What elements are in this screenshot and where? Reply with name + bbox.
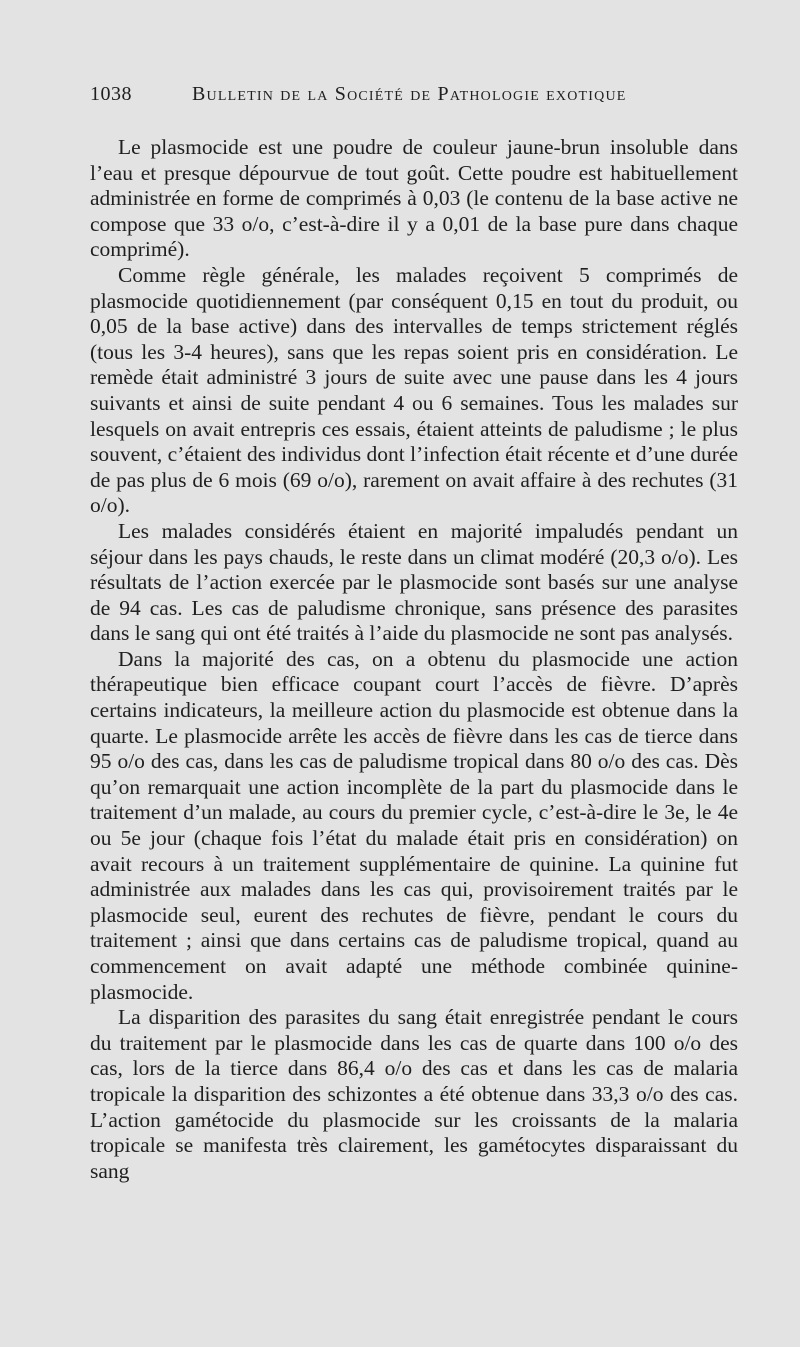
paragraph: La disparition des parasites du sang était enregistrée pendant le cours du traitement par le plasmocide dans les cas de quarte dans 100 o/o des cas, lors de la tierce dans 86,4 o/o des cas et dans les cas de malaria tropicale la disparition des schizontes a été obtenue dans 33,3 o/o des cas. L’action gamétocide du plasmocide sur les croissants de la malaria tropicale se manifesta très clairement, les gamétocytes disparaissant du sang	[90, 1005, 738, 1183]
page-number: 1038	[90, 83, 132, 105]
paragraph: Les malades considérés étaient en majorité impaludés pendant un séjour dans les pays chauds, le reste dans un climat modéré (20,3 o/o). Les résultats de l’action exercée par le plasmocide sont basés sur une analyse de 94 cas. Les cas de paludisme chronique, sans présence des parasites dans le sang qui ont été traités à l’aide du plasmocide ne sont pas analysés.	[90, 518, 738, 646]
paragraph: Comme règle générale, les malades reçoivent 5 comprimés de plasmocide quotidiennement (par conséquent 0,15 en tout du produit, ou 0,05 de la base active) dans des intervalles de temps strictement réglés (tous les 3-4 heures), sans que les repas soient pris en considération. Le remède était administré 3 jours de suite avec une pause dans les 4 jours suivants et ainsi de suite pendant 4 ou 6 semaines. Tous les malades sur lesquels on avait entrepris ces essais, étaient atteints de paludisme ; le plus souvent, c’étaient des individus dont l’infection était récente et d’une durée de pas plus de 6 mois (69 o/o), rarement on avait affaire à des rechutes (31 o/o).	[90, 262, 738, 518]
paragraph: Le plasmocide est une poudre de couleur jaune-brun insoluble dans l’eau et presque dépourvue de tout goût. Cette poudre est habituellement administrée en forme de comprimés à 0,03 (le contenu de la base active ne compose que 33 o/o, c’est-à-dire il y a 0,01 de la base pure dans chaque comprimé).	[90, 135, 738, 262]
running-header	[90, 84, 738, 104]
journal-title: Bulletin de la Société de Pathologie exotique	[192, 83, 627, 105]
paragraph: Dans la majorité des cas, on a obtenu du plasmocide une action thérapeutique bien efficace coupant court l’accès de fièvre. D’après certains indicateurs, la meilleure action du plasmocide est obtenue dans la quarte. Le plasmocide arrête les accès de fièvre dans les cas de tierce dans 95 o/o des cas, dans les cas de paludisme tropical dans 80 o/o des cas. Dès qu’on remarquait une action incomplète de la part du plasmocide dans le traitement d’un malade, au cours du premier cycle, c’est-à-dire le 3e, le 4e ou 5e jour (chaque fois l’état du malade était pris en considération) on avait recours à un traitement supplémentaire de quinine. La quinine fut administrée aux malades dans les cas qui, provisoirement traités par le plasmocide seul, eurent des rechutes de fièvre, pendant le cours du traitement ; ainsi que dans certains cas de paludisme tropical, quand au commencement on avait adapté une méthode combinée quinine-plasmocide.	[90, 646, 738, 1004]
body-text	[90, 135, 738, 1184]
